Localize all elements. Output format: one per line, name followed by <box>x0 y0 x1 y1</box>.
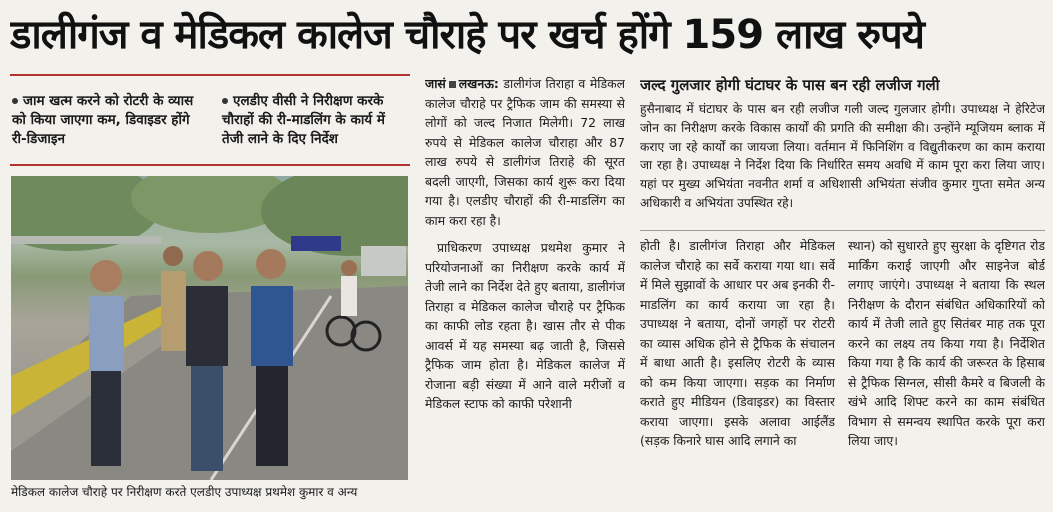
side-story-body: हुसैनाबाद में घंटाघर के पास बन रही लजीज गली जल्द गुलजार होगी। उपाध्यक्ष ने हेरिटेज जोन का निरीक्षण करके विकास कार्यों की प्रगति की समीक्षा की। उन्होंने म्यूजियम ब्लाक में कराए जा रहे कार्यों का जायजा लिया। वर्तमान में फिनिशिंग व विद्युतीकरण का काम कराया जा रहा है। उपाध्यक्ष ने निर्देश दिया कि निर्धारित समय अवधि में काम पूरा करा लिया जाए। यहां पर मुख्य अभियंता नवनीत शर्मा व अधिशासी अभियंता संजीव कुमार गुप्ता समेत अन्य अधिकारी व अभियंता उपस्थित रहे। <box>640 102 1045 210</box>
article-column-1 <box>425 74 625 499</box>
side-story-divider <box>640 230 1045 231</box>
article-lead-paragraph <box>425 74 625 230</box>
bullet-dot-icon <box>12 98 18 104</box>
article-paragraph-2: प्राधिकरण उपाध्यक्ष प्रथमेश कुमार ने परियोजनाओं का निरीक्षण करके कार्य में तेजी लाने का निर्देश देते हुए बताया, डालीगंज तिराहा व मेडिकल कालेज चौराहे पर ट्रैफिक का काफी लोड रहता है। खास तौर से पीक आवर्स में यह समस्या बढ़ जाती है, जिससे ट्रैफिक जाम होता है। मेडिकल कालेज में रोजाना बड़ी संख्या में आने वाले मरीजों व मेडिकल स्टाफ को काफी परेशानी <box>425 240 625 411</box>
bullet-bottom-rule <box>10 164 410 166</box>
bullet-top-rule <box>10 74 410 76</box>
news-photo <box>11 176 408 480</box>
headline: डालीगंज व मेडिकल कालेज चौराहे पर खर्च होंगे 159 लाख रुपये <box>10 12 924 58</box>
bullet-item-1 <box>12 92 202 149</box>
article-paragraph-3: होती है। डालीगंज तिराहा और मेडिकल कालेज चौराहे का सर्वे कराया गया था। सर्वे में मिले सुझावों के आधार पर अब इनकी री-माडलिंग का कार्य कराया जा रहा है। उपाध्यक्ष ने बताया, दोनों जगहों पर रोटरी का व्यास अधिक होने से ट्रैफिक के संचालन में बाधा आती है। इसलिए रोटरी के व्यास को कम किया जाएगा। सड़क का निर्माण कराते हुए मीडियन (डिवाइडर) का विस्तार कराया जाएगा। इसके अलावा आईलैंड (सड़क किनारे घास आदि लगाने का <box>640 238 835 448</box>
article-kicker: जासं लखनऊ: <box>425 76 499 91</box>
article-column-2 <box>640 236 835 498</box>
photo-caption: मेडिकल कालेज चौराहे पर निरीक्षण करते एलडीए उपाध्यक्ष प्रथमेश कुमार व अन्य <box>11 485 358 499</box>
article-column-3 <box>848 236 1045 498</box>
bullet-item-2 <box>222 92 410 149</box>
article-paragraph-1: डालीगंज तिराहा व मेडिकल कालेज चौराहे पर ट्रैफिक जाम की समस्या से लोगों को जल्द निजात मिलेगी। 72 लाख रुपये से मेडिकल कालेज चौराहा और 87 लाख रुपये से डालीगंज तिराहे की सूरत बदली जाएगी, जिसका कार्य शुरू करा दिया गया है। एलडीए चौराहों की री-माडलिंग का काम करा रहा है। <box>425 76 625 228</box>
side-story-title: जल्द गुलजार होगी घंटाघर के पास बन रही लजीज गली <box>640 76 940 94</box>
bullet-text: एलडीए वीसी ने निरीक्षण करके चौराहों की री-माडलिंग के कार्य में तेजी लाने के दिए निर्देश <box>222 93 385 147</box>
square-bullet-icon <box>449 81 456 88</box>
bullet-text: जाम खत्म करने को रोटरी के व्यास को किया जाएगा कम, डिवाइडर होंगे री-डिजाइन <box>12 93 194 147</box>
article-paragraph-4: स्थान) को सुधारते हुए सुरक्षा के दृष्टिगत रोड मार्किंग कराई जाएगी और साइनेज बोर्ड लगाए जाएंगे। उपाध्यक्ष ने बताया कि स्थल निरीक्षण के दौरान संबंधित अधिकारियों को कार्य में तेजी लाते हुए सितंबर माह तक पूरा करने का लक्ष्य तय किया गया है। निर्देशित किया गया है कि कार्य की जरूरत के हिसाब से ट्रैफिक सिग्नल, सीसी कैमरे व बिजली के खंभे आदि शिफ्ट करने का काम संबंधित विभाग से समन्वय स्थापित करके पूरा करा लिया जाए। <box>848 238 1045 448</box>
bullet-dot-icon <box>222 98 228 104</box>
